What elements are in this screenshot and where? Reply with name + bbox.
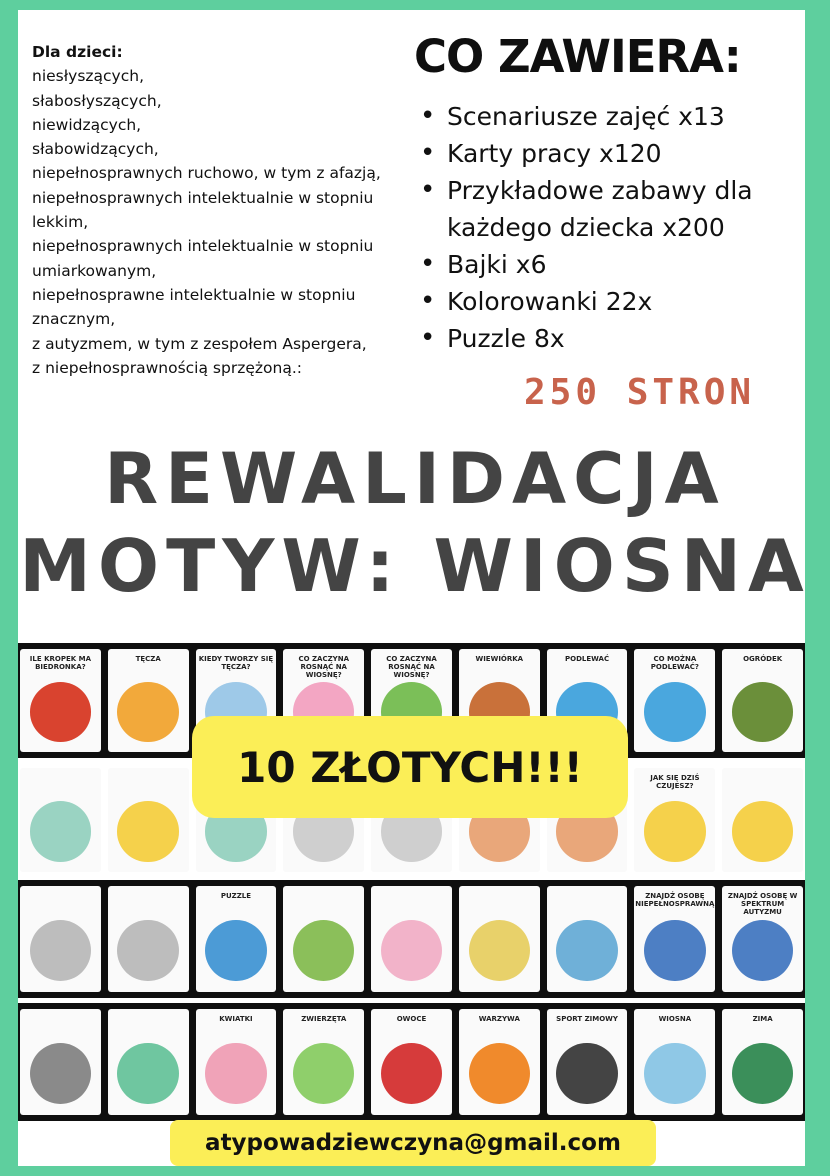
- preview-card-label: OWOCE: [396, 1015, 427, 1023]
- preview-card: [20, 649, 101, 752]
- preview-card: [634, 768, 715, 872]
- price-badge: 10 ZŁOTYCH!!!: [192, 716, 628, 818]
- preview-card: [108, 1009, 189, 1115]
- contents-list: [420, 98, 800, 357]
- preview-card: [108, 768, 189, 872]
- flowers-icon: [205, 1043, 266, 1105]
- contents-item: • Przykładowe zabawy dla każdego dziecka x200: [420, 172, 800, 246]
- preview-card-label: [20, 1009, 101, 1015]
- preview-card-label: ZNAJDŹ OSOBĘ W SPEKTRUM AUTYZMU: [727, 892, 798, 916]
- audience-item: niepełnosprawne intelektualnie w stopniu znacznym,: [32, 285, 356, 329]
- audience-item: niepełnosprawnych ruchowo, w tym z afazją,: [32, 164, 381, 183]
- main-title-line2: MOTYW: WIOSNA: [19, 524, 811, 608]
- preview-card: [283, 1009, 364, 1115]
- audience-item: niewidzących,: [32, 115, 142, 134]
- preview-card: [547, 1009, 628, 1115]
- preview-card-label: WIOSNA: [658, 1015, 692, 1023]
- audience-item: słabowidzących,: [32, 140, 159, 159]
- preview-card-label: [547, 886, 628, 892]
- preview-card-label: WIEWIÓRKA: [475, 655, 524, 663]
- main-title-line1: REWALIDACJA: [104, 438, 726, 520]
- preview-card-label: [283, 886, 364, 892]
- ladybug-icon: [30, 682, 91, 742]
- preview-card-label: SPORT ZIMOWY: [556, 1015, 618, 1023]
- flower-puzzle-icon: [381, 920, 442, 982]
- preview-row-3: [18, 880, 805, 998]
- preview-card-label: CO ZACZYNA ROSNĄĆ NA WIOSNĘ?: [386, 655, 437, 679]
- audience-item: z autyzmem, w tym z zespołem Aspergera,: [32, 334, 367, 353]
- butterfly-icon: [30, 920, 91, 982]
- landscape-puzzle-icon: [556, 920, 617, 982]
- contents-item: • Karty pracy x120: [420, 135, 800, 172]
- page-count: 250 STRON: [524, 372, 756, 413]
- preview-card: [108, 886, 189, 992]
- audience-groups: [32, 64, 404, 380]
- preview-card-label: ZIMA: [752, 1015, 773, 1023]
- preview-card-label: [108, 1009, 189, 1015]
- preview-card-label: PODLEWAĆ: [565, 655, 610, 663]
- preview-row-4: [18, 1003, 805, 1121]
- emotion-cube-icon: [732, 801, 793, 861]
- preview-card-label: ILE KROPEK MA BIEDRONKA?: [29, 655, 91, 671]
- preview-card: [196, 1009, 277, 1115]
- butterfly-icon: [117, 920, 178, 982]
- contents-item: • Scenariusze zajęć x13: [420, 98, 800, 135]
- preview-card: [459, 886, 540, 992]
- audience-heading: Dla dzieci:: [32, 43, 123, 61]
- vegetables-icon: [469, 1043, 530, 1105]
- preview-card-label: ZWIERZĘTA: [301, 1015, 347, 1023]
- preview-card-label: [459, 886, 540, 892]
- preview-card-label: KWIATKI: [219, 1015, 253, 1023]
- spring-icon: [644, 1043, 705, 1105]
- skiing-icon: [556, 1043, 617, 1105]
- contents-title: CO ZAWIERA:: [414, 30, 741, 83]
- preview-card: [722, 768, 803, 872]
- preview-card-label: CO ZACZYNA ROSNĄĆ NA WIOSNĘ?: [298, 655, 350, 679]
- garden-icon: [732, 682, 793, 742]
- audience-item: niesłyszących,: [32, 67, 144, 86]
- preview-card-label: TĘCZA: [135, 655, 161, 663]
- preview-card-label: PUZZLE: [220, 892, 252, 900]
- preview-card: [722, 886, 803, 992]
- preview-card: [459, 1009, 540, 1115]
- preview-card: [20, 886, 101, 992]
- contents-item: • Puzzle 8x: [420, 320, 800, 357]
- preview-card-label: [20, 886, 101, 892]
- preview-card: [371, 1009, 452, 1115]
- audience-item: niepełnosprawnych intelektualnie w stopniu lekkim,: [32, 188, 374, 232]
- contents-item: • Kolorowanki 22x: [420, 283, 800, 320]
- preview-card: [283, 886, 364, 992]
- preview-card-label: WARZYWA: [478, 1015, 520, 1023]
- contact-email[interactable]: atypowadziewczyna@gmail.com: [170, 1120, 656, 1166]
- preview-card-label: [20, 768, 101, 774]
- landscape-puzzle-icon: [469, 920, 530, 982]
- emotion-table-icon: [117, 801, 178, 861]
- emotion-faces-icon: [644, 801, 705, 861]
- audience-item: niepełnosprawnych intelektualnie w stopniu umiarkowanym,: [32, 237, 374, 280]
- preview-card: [722, 649, 803, 752]
- preview-card-label: [371, 886, 452, 892]
- rainbow-icon: [117, 682, 178, 742]
- fruits-icon: [381, 1043, 442, 1105]
- winter-icon: [732, 1043, 793, 1105]
- bird-puzzle-icon: [293, 920, 354, 982]
- audience-item: słabosłyszących,: [32, 91, 162, 110]
- preview-card-label: OGRÓDEK: [743, 655, 783, 663]
- audience-list: [32, 40, 404, 380]
- preview-card: [108, 649, 189, 752]
- preview-card-label: ZNAJDŹ OSOBĘ NIEPEŁNOSPRAWNĄ: [635, 892, 715, 908]
- preview-card-label: [722, 768, 803, 774]
- preview-card: [196, 886, 277, 992]
- preview-card: [722, 1009, 803, 1115]
- preview-card-label: [108, 886, 189, 892]
- maze-icon: [117, 1043, 178, 1105]
- preview-card-label: [108, 768, 189, 774]
- watering-can-icon: [644, 682, 705, 742]
- preview-card: [20, 1009, 101, 1115]
- contents-item: • Bajki x6: [420, 246, 800, 283]
- preview-card: [371, 886, 452, 992]
- preview-card: [634, 886, 715, 992]
- preview-card: [634, 649, 715, 752]
- preview-card-label: CO MOŻNA PODLEWAĆ?: [650, 655, 699, 671]
- earth-icon: [205, 920, 266, 982]
- maze-icon: [30, 1043, 91, 1105]
- audience-item: z niepełnosprawnością sprzężoną.:: [32, 358, 302, 377]
- preview-card-label: KIEDY TWORZY SIĘ TĘCZA?: [198, 655, 274, 671]
- preview-card: [547, 886, 628, 992]
- worksheet-icon: [30, 801, 91, 861]
- preview-card: [634, 1009, 715, 1115]
- preview-card-label: JAK SIĘ DZIŚ CZUJESZ?: [650, 774, 700, 790]
- preview-card: [20, 768, 101, 872]
- animals-icon: [293, 1043, 354, 1105]
- people-icon: [644, 920, 705, 982]
- people-icon: [732, 920, 793, 982]
